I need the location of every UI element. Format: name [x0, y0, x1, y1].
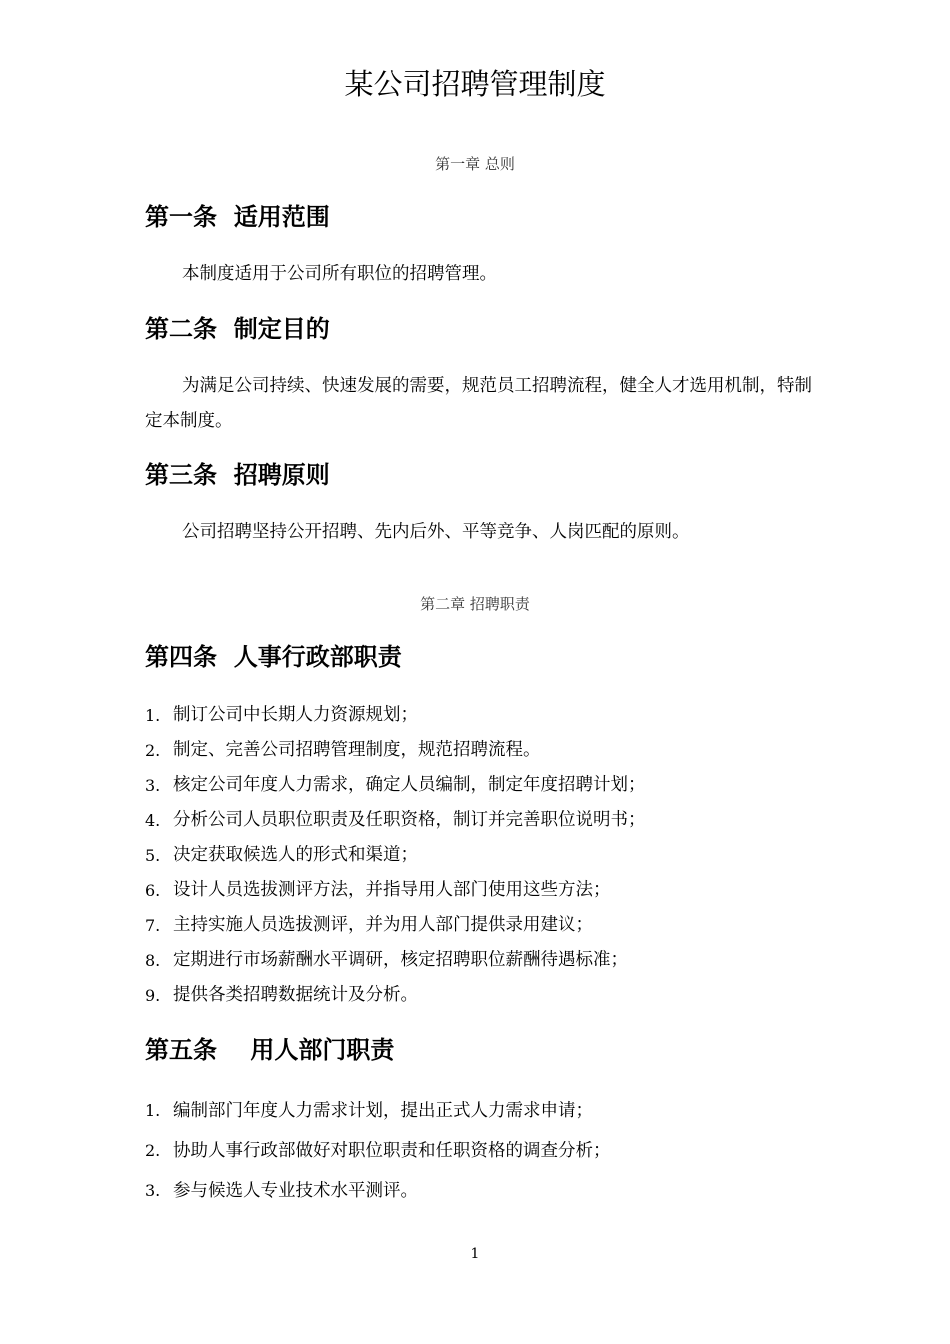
responsibility-list-hr [145, 698, 646, 1013]
chapter-heading-1: 第一章 总则 [435, 155, 515, 173]
document-title: 某公司招聘管理制度 [344, 67, 606, 101]
list-item [145, 1091, 611, 1131]
list-item-text: 协助人事行政部做好对职位职责和任职资格的调查分析； [173, 1141, 611, 1161]
list-item-text: 主持实施人员选拔测评，并为用人部门提供录用建议； [173, 915, 593, 935]
page-number: 1 [470, 1246, 480, 1262]
list-item [145, 873, 646, 908]
list-item [145, 803, 646, 838]
article-heading-1: 第一条 适用范围 [145, 203, 330, 231]
list-item-number: 8. [145, 951, 161, 970]
list-item [145, 1171, 611, 1211]
list-item-number: 4. [145, 811, 161, 830]
list-item-number: 1. [145, 706, 161, 725]
article-heading-2: 第二条 制定目的 [145, 315, 330, 343]
list-item-text: 决定获取候选人的形式和渠道； [173, 845, 418, 865]
list-item-number: 3. [145, 776, 161, 795]
list-item-text: 核定公司年度人力需求，确定人员编制，制定年度招聘计划； [173, 775, 646, 795]
list-item-text: 制订公司中长期人力资源规划； [173, 705, 418, 725]
list-item-text: 定期进行市场薪酬水平调研，核定招聘职位薪酬待遇标准； [173, 950, 628, 970]
list-item [145, 908, 646, 943]
list-item-text: 设计人员选拔测评方法，并指导用人部门使用这些方法； [173, 880, 611, 900]
article-text-1: 本制度适用于公司所有职位的招聘管理。 [182, 264, 497, 284]
list-item-number: 9. [145, 986, 161, 1005]
list-item-text: 制定、完善公司招聘管理制度，规范招聘流程。 [173, 740, 541, 760]
article-heading-3: 第三条 招聘原则 [145, 461, 330, 489]
list-item-number: 5. [145, 846, 161, 865]
list-item [145, 1131, 611, 1171]
list-item-text: 分析公司人员职位职责及任职资格，制订并完善职位说明书； [173, 810, 646, 830]
list-item-number: 2. [145, 741, 161, 760]
list-item-number: 2. [145, 1141, 161, 1160]
article-heading-4: 第四条 人事行政部职责 [145, 643, 402, 671]
list-item-text: 提供各类招聘数据统计及分析。 [173, 985, 418, 1005]
list-item-text: 编制部门年度人力需求计划，提出正式人力需求申请； [173, 1101, 593, 1121]
list-item [145, 768, 646, 803]
list-item-number: 6. [145, 881, 161, 900]
list-item-number: 3. [145, 1181, 161, 1200]
list-item [145, 838, 646, 873]
article-text-3: 公司招聘坚持公开招聘、先内后外、平等竞争、人岗匹配的原则。 [182, 522, 690, 542]
list-item [145, 943, 646, 978]
responsibility-list-department [145, 1091, 611, 1211]
list-item [145, 698, 646, 733]
list-item [145, 733, 646, 768]
article-heading-5: 第五条 用人部门职责 [145, 1036, 395, 1064]
chapter-heading-2: 第二章 招聘职责 [420, 595, 530, 613]
list-item-text: 参与候选人专业技术水平测评。 [173, 1181, 418, 1201]
list-item-number: 1. [145, 1101, 161, 1120]
list-item [145, 978, 646, 1013]
article-text-2: 为满足公司持续、快速发展的需要，规范员工招聘流程，健全人才选用机制，特制定本制度。 [145, 376, 812, 431]
list-item-number: 7. [145, 916, 161, 935]
